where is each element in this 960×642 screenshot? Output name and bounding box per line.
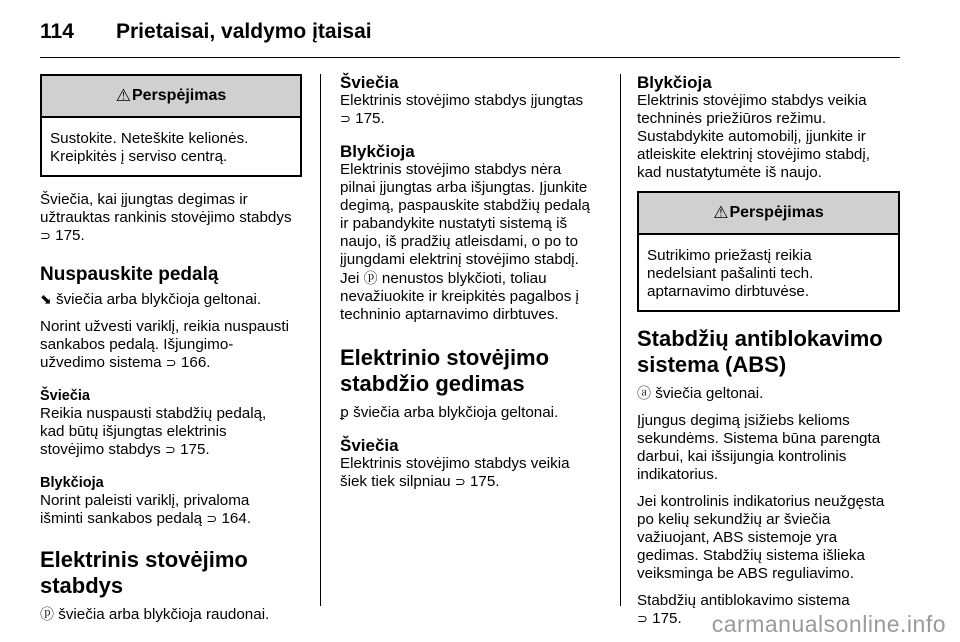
abs-icon: ⓐ: [637, 385, 651, 401]
page-ref: 175.: [180, 441, 210, 458]
page-ref: 175.: [652, 610, 682, 627]
column-divider-2: [620, 74, 621, 606]
watermark: carmanualsonline.info: [711, 611, 946, 637]
warning-body: [639, 235, 898, 310]
blink-heading: Blykčioja: [637, 73, 712, 92]
blink-paragraph: Elektrinis stovėjimo stabdys veikia techninės priežiūros režimu. Sustabdykite automobilį, įjunkite ir atleiskite elektrinį stovėjimo stabdį, kad nustatytumėte iš naujo.: [637, 92, 870, 181]
arrow-icon: ⊃: [454, 474, 466, 489]
lit-heading: Šviečia: [340, 73, 399, 92]
warning-header: [42, 76, 300, 118]
abs-text: ⓐ šviečia geltonai.: [637, 385, 764, 402]
brake-yellow-icon: ꝑ: [340, 404, 349, 420]
brake-red-icon: ⓟ: [363, 270, 378, 286]
warning-line: Sustokite. Neteškite kelionės.: [50, 130, 249, 147]
blink-paragraph: Elektrinis stovėjimo stabdys nėra pilnai įjungtas arba išjungtas. Įjunkite degimą, paspauskite stabdžių pedalą ir pabandykite nustatyti sistemą iš naujo, iš pradžių atleisdami, o po to įjungdami elektrinį stovėjimo stabdį. Jei ⓟ nenustos blykčioti, toliau nevažiuokite ir kreipkitės pagalbos į techninio aptarnavimo dirbtuves.: [340, 161, 590, 323]
fault-heading: Elektrinio stovėjimo stabdžio gedimas: [340, 345, 550, 396]
blink-heading: Blykčioja: [340, 142, 415, 161]
page-number: 114: [40, 20, 74, 43]
warning-header: [639, 193, 898, 235]
intro-paragraph: Šviečia, kai įjungtas degimas ir užtrauktas rankinis stovėjimo stabdys ⊃ 175.: [40, 191, 292, 244]
page-header: [40, 14, 900, 54]
warning-line: Sutrikimo priežastį reikia: [647, 247, 812, 264]
column-1: [40, 74, 302, 633]
page-ref: 166.: [180, 354, 211, 371]
page-title: Prietaisai, valdymo įtaisai: [116, 20, 372, 43]
column-3: [637, 74, 900, 637]
epb-text: ⓟ šviečia arba blykčioja raudonai.: [40, 606, 270, 623]
arrow-icon: ⊃: [637, 611, 648, 626]
clutch-text: ⬊ šviečia arba blykčioja geltonai.: [40, 291, 262, 308]
brake-red-icon: ⓟ: [40, 606, 54, 622]
warning-title: Perspėjimas: [729, 204, 824, 221]
lit2-heading: Šviečia: [340, 436, 399, 455]
blink-heading: Blykčioja: [40, 475, 104, 491]
column-2: [340, 74, 602, 500]
warning-line: nedelsiant pašalinti tech.: [647, 265, 814, 282]
blink-paragraph: Norint paleisti variklį, privaloma išminti sankabos pedalą ⊃ 164.: [40, 492, 252, 527]
warning-box-1: [40, 74, 302, 177]
warning-triangle-icon: ⚠: [115, 86, 131, 105]
page-ref: 175.: [355, 110, 385, 127]
arrow-icon: ⊃: [206, 511, 218, 526]
clutch-paragraph: Norint užvesti variklį, reikia nuspausti sankabos pedalą. Išjungimo- užvedimo sistema ⊃ 166.: [40, 318, 289, 371]
header-rule: [40, 57, 900, 58]
page-ref: 164.: [221, 510, 252, 527]
abs-paragraph-3: Stabdžių antiblokavimo sistema ⊃ 175.: [637, 592, 850, 627]
clutch-heading: Nuspauskite pedalą: [40, 264, 219, 285]
arrow-icon: ⊃: [340, 111, 351, 126]
warning-title: Perspėjimas: [131, 87, 227, 104]
abs-paragraph-2: Jei kontrolinis indikatorius neužgęsta po kelių sekundžių ar šviečia važiuojant, ABS sistemoje yra gedimas. Stabdžių sistema išlieka veiksminga be ABS reguliavimo.: [637, 493, 885, 582]
abs-heading: Stabdžių antiblokavimo sistema (ABS): [637, 326, 883, 377]
lit-paragraph: Reikia nuspausti stabdžių pedalą, kad būtų išjungtas elektrinis stovėjimo stabdys ⊃ 175.: [40, 405, 267, 458]
column-divider-1: [320, 74, 321, 606]
lit-paragraph: Elektrinis stovėjimo stabdys įjungtas ⊃ 175.: [340, 92, 584, 127]
arrow-icon: ⊃: [40, 228, 51, 243]
lit-heading: Šviečia: [40, 388, 90, 404]
warning-triangle-icon: ⚠: [713, 203, 729, 222]
epb-heading: Elektrinis stovėjimo stabdys: [40, 547, 248, 598]
page-ref: 175.: [55, 227, 85, 244]
abs-paragraph-1: Įjungus degimą įsižiebs kelioms sekundėms. Sistema būna parengta darbui, kai išsijungia kontrolinis indikatorius.: [637, 412, 881, 483]
warning-line: aptarnavimo dirbtuvėse.: [647, 283, 810, 300]
clutch-icon: ⬊: [40, 291, 52, 307]
warning-line: Kreipkitės į serviso centrą.: [50, 148, 228, 165]
fault-text: ꝑ šviečia arba blykčioja geltonai.: [340, 404, 559, 421]
warning-box-2: [637, 191, 900, 312]
arrow-icon: ⊃: [164, 442, 176, 457]
lit2-paragraph: Elektrinis stovėjimo stabdys veikia šiek tiek silpniau ⊃ 175.: [340, 455, 570, 490]
warning-body: [42, 118, 300, 175]
arrow-icon: ⊃: [165, 355, 177, 370]
page-ref: 175.: [469, 473, 500, 490]
